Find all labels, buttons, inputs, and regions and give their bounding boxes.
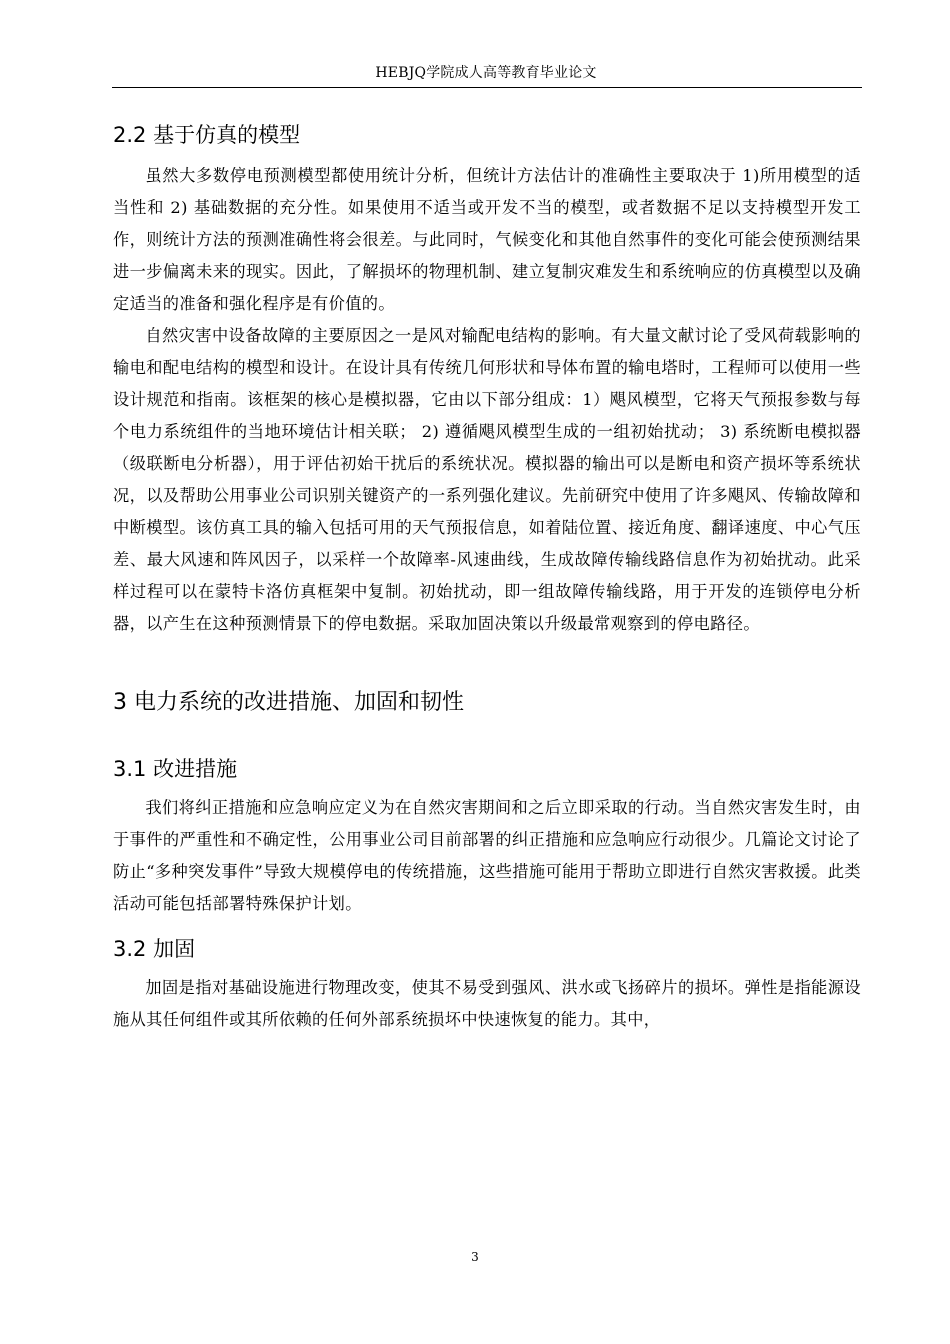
section-3-1-paragraph-1: 我们将纠正措施和应急响应定义为在自然灾害期间和之后立即采取的行动。当自然灾害发生时，由于事件的严重性和不确定性，公用事业公司目前部署的纠正措施和应急响应行动很少。几篇论文讨论了防止“多种突发事件”导致大规模停电的传统措施，这些措施可能用于帮助立即进行自然灾害救援。此类活动可能包括部署特殊保护计划。 [113, 798, 861, 913]
section-3-1-heading: 3.1 改进措施 [113, 757, 238, 781]
page-number: 3 [471, 1250, 479, 1264]
section-3-2-heading: 3.2 加固 [113, 937, 196, 961]
running-header: HEBJQ学院成人高等教育毕业论文 [375, 65, 597, 81]
header-rule [112, 87, 862, 88]
section-3-heading: 3 电力系统的改进措施、加固和韧性 [113, 690, 464, 715]
page-body [113, 120, 861, 1036]
section-3-2-paragraph-1: 加固是指对基础设施进行物理改变，使其不易受到强风、洪水或飞扬碎片的损坏。弹性是指能源设施从其任何组件或其所依赖的任何外部系统损坏中快速恢复的能力。其中， [113, 978, 861, 1029]
section-2-2-paragraph-2: 自然灾害中设备故障的主要原因之一是风对输配电结构的影响。有大量文献讨论了受风荷载影响的输电和配电结构的模型和设计。在设计具有传统几何形状和导体布置的输电塔时，工程师可以使用一些设计规范和指南。该框架的核心是模拟器，它由以下部分组成：1）飓风模型，它将天气预报参数与每个电力系统组件的当地环境估计相关联； 2) 遵循飓风模型生成的一组初始扰动； 3) 系统断电模拟器（级联断电分析器），用于评估初始干扰后的系统状况。模拟器的输出可以是断电和资产损坏等系统状况，以及帮助公用事业公司识别关键资产的一系列强化建议。先前研究中使用了许多飓风、传输故障和中断模型。该仿真工具的输入包括可用的天气预报信息，如着陆位置、接近角度、翻译速度、中心气压差、最大风速和阵风因子，以采样一个故障率-风速曲线，生成故障传输线路信息作为初始扰动。此采样过程可以在蒙特卡洛仿真框架中复制。初始扰动，即一组故障传输线路，用于开发的连锁停电分析器，以产生在这种预测情景下的停电数据。采取加固决策以升级最常观察到的停电路径。 [113, 326, 861, 633]
section-2-2-heading: 2.2 基于仿真的模型 [113, 123, 301, 147]
section-2-2-paragraph-1: 虽然大多数停电预测模型都使用统计分析，但统计方法估计的准确性主要取决于 1)所用模型的适当性和 2) 基础数据的充分性。如果使用不适当或开发不当的模型，或者数据不足以支持模型开发工作，则统计方法的预测准确性将会很差。与此同时，气候变化和其他自然事件的变化可能会使预测结果进一步偏离未来的现实。因此，了解损坏的物理机制、建立复制灾难发生和系统响应的仿真模型以及确定适当的准备和强化程序是有价值的。 [113, 166, 861, 313]
